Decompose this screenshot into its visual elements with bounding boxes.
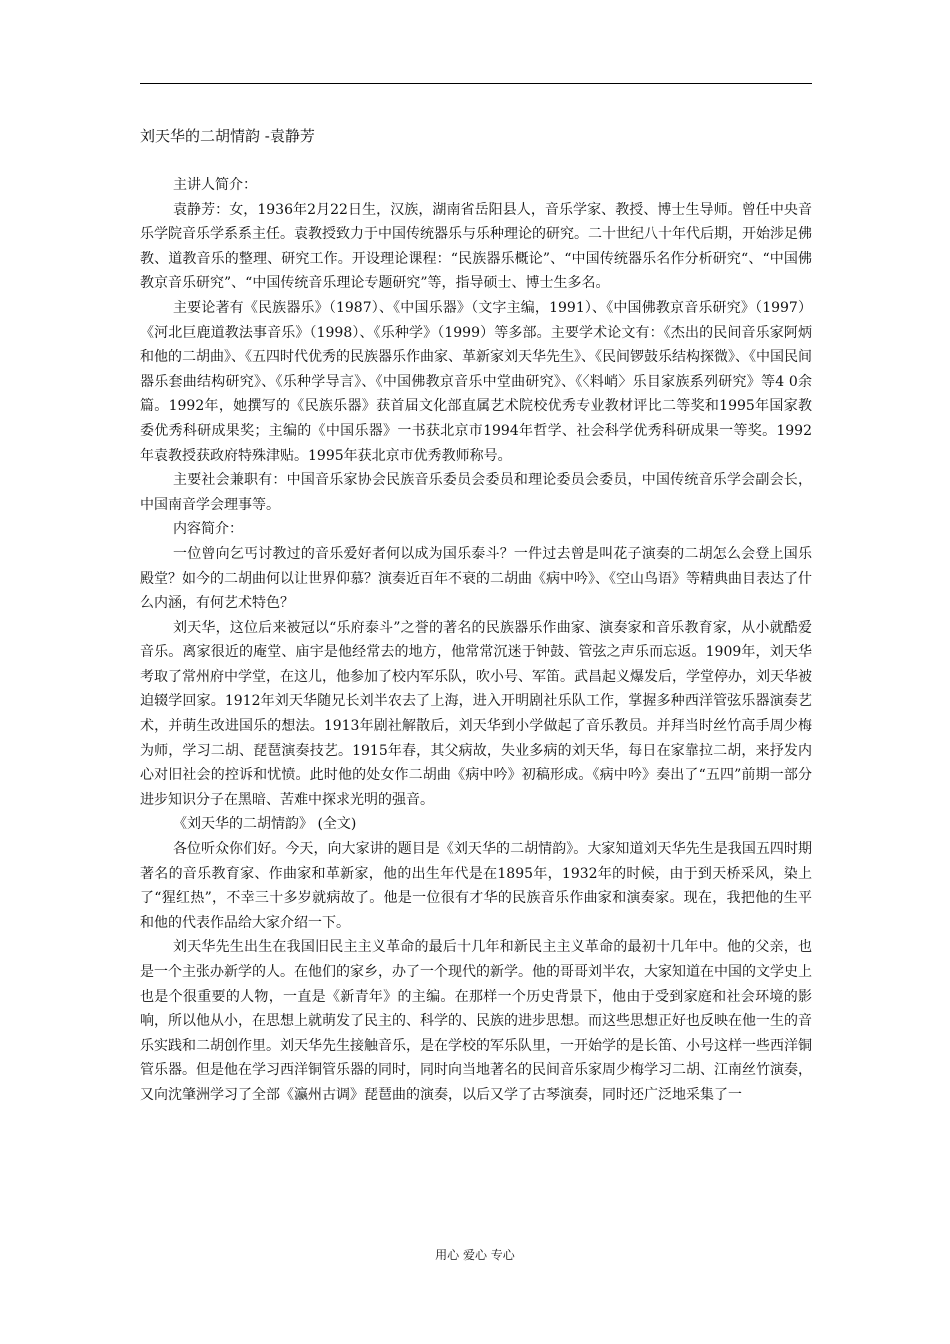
paragraph-lecture-opening: 各位听众你们好。今天，向大家讲的题目是《刘天华的二胡情韵》。大家知道刘天华先生是我国五四时期著名的音乐教育家、作曲家和革新家，他的出生年代是在1895年，1932年的时候，由于到天桥采风，染上了“猩红热”，不幸三十多岁就病故了。他是一位很有才华的民族音乐作曲家和演奏家。现在，我把他的生平和他的代表作品给大家介绍一下。 — [140, 841, 812, 931]
paragraph-liu-tianhua-bio: 刘天华，这位后来被冠以“乐府泰斗”之誉的著名的民族器乐作曲家、演奏家和音乐教育家，从小就酷爱音乐。离家很近的庵堂、庙宇是他经常去的地方，他常常沉迷于钟鼓、管弦之声乐而忘返。1909年，刘天华考取了常州府中学堂，在这儿，他参加了校内军乐队，吹小号、军笛。武昌起义爆发后，学堂停办，刘天华被迫辍学回家。1912年刘天华随兄长刘半农去了上海，进入开明剧社乐队工作，掌握多种西洋管弦乐器演奏艺术，并萌生改进国乐的想法。1913年剧社解散后，刘天华到小学做起了音乐教员。并拜当时丝竹高手周少梅为师，学习二胡、琵琶演奏技艺。1915年春，其父病故，失业多病的刘天华，每日在家靠拉二胡，来抒发内心对旧社会的控诉和忧愤。此时他的处女作二胡曲《病中吟》初稿形成。《病中吟》奏出了“五四”前期一部分进步知识分子在黑暗、苦难中探求光明的强音。 — [140, 619, 812, 808]
paragraph-publications: 主要论著有《民族器乐》（1987）、《中国乐器》（文字主编，1991）、《中国佛教京音乐研究》（1997）《河北巨鹿道教法事音乐》（1998）、《乐种学》（1999）等多部。主要学术论文有：《杰出的民间音乐家阿炳和他的二胡曲》、《五四时代优秀的民族器乐作曲家、革新家刘天华先生》、《民间锣鼓乐结构探微》、《中国民间器乐套曲结构研究》、《乐种学导言》、《中国佛教京音乐中堂曲研究》、《〈料峭〉乐目家族系列研究》等4 0余篇。1992年，她撰写的《民族乐器》获首届文化部直属艺术院校优秀专业教材评比二等奖和1995年国家教委优秀科研成果奖；主编的《中国乐器》一书获北京市1994年哲学、社会科学优秀科研成果一等奖。1992年袁教授获政府特殊津贴。1995年获北京市优秀教师称号。 — [140, 299, 812, 464]
paragraph-content-heading: 内容简介： — [173, 521, 243, 538]
document-body — [140, 173, 812, 1108]
paragraph-lecture-background: 刘天华先生出生在我国旧民主主义革命的最后十几年和新民主主义革命的最初十几年中。他的父亲，也是一个主张办新学的人。在他们的家乡，办了一个现代的新学。他的哥哥刘半农，大家知道在中国的文学史上也是个很重要的人物，一直是《新青年》的主编。在那样一个历史背景下，他由于受到家庭和社会环境的影响，所以他从小，在思想上就萌发了民主的、科学的、民族的进步思想。而这些思想正好也反映在他一生的音乐实践和二胡创作里。刘天华先生接触音乐，是在学校的军乐队里，一开始学的是长笛、小号这样一些西洋铜管乐器。但是他在学习西洋铜管乐器的同时，同时向当地著名的民间音乐家周少梅学习二胡、江南丝竹演奏，又向沈肇洲学习了全部《瀛州古调》琵琶曲的演奏，以后又学了古琴演奏，同时还广泛地采集了一 — [140, 939, 812, 1103]
paragraph-content-intro: 一位曾向乞丐讨教过的音乐爱好者何以成为国乐泰斗？一件过去曾是叫花子演奏的二胡怎么会登上国乐殿堂？如今的二胡曲何以让世界仰慕？演奏近百年不衰的二胡曲《病中吟》、《空山鸟语》等精典曲目表达了什么内涵，有何艺术特色？ — [140, 545, 812, 612]
header-rule — [140, 83, 812, 84]
page-footer: 用心 爱心 专心 — [435, 1248, 515, 1262]
paragraph-positions: 主要社会兼职有：中国音乐家协会民族音乐委员会委员和理论委员会委员，中国传统音乐学会副会长，中国南音学会理事等。 — [140, 472, 812, 513]
paragraph-speaker-heading: 主讲人简介： — [173, 177, 257, 193]
document-title: 刘天华的二胡情韵 -袁静芳 — [140, 127, 315, 145]
paragraph-fulltext-heading: 《刘天华的二胡情韵》 (全文) — [173, 816, 357, 833]
paragraph-speaker-bio: 袁静芳：女，1936年2月22日生，汉族，湖南省岳阳县人，音乐学家、教授、博士生导师。曾任中央音乐学院音乐学系系主任。袁教授致力于中国传统器乐与乐种理论的研究。二十世纪八十年代后期，开始涉足佛教、道教音乐的整理、研究工作。开设理论课程：“民族器乐概论”、“中国传统器乐名作分析研究“、“中国佛教京音乐研究”、“中国传统音乐理论专题研究”等，指导硕士、博士生多名。 — [140, 201, 812, 292]
